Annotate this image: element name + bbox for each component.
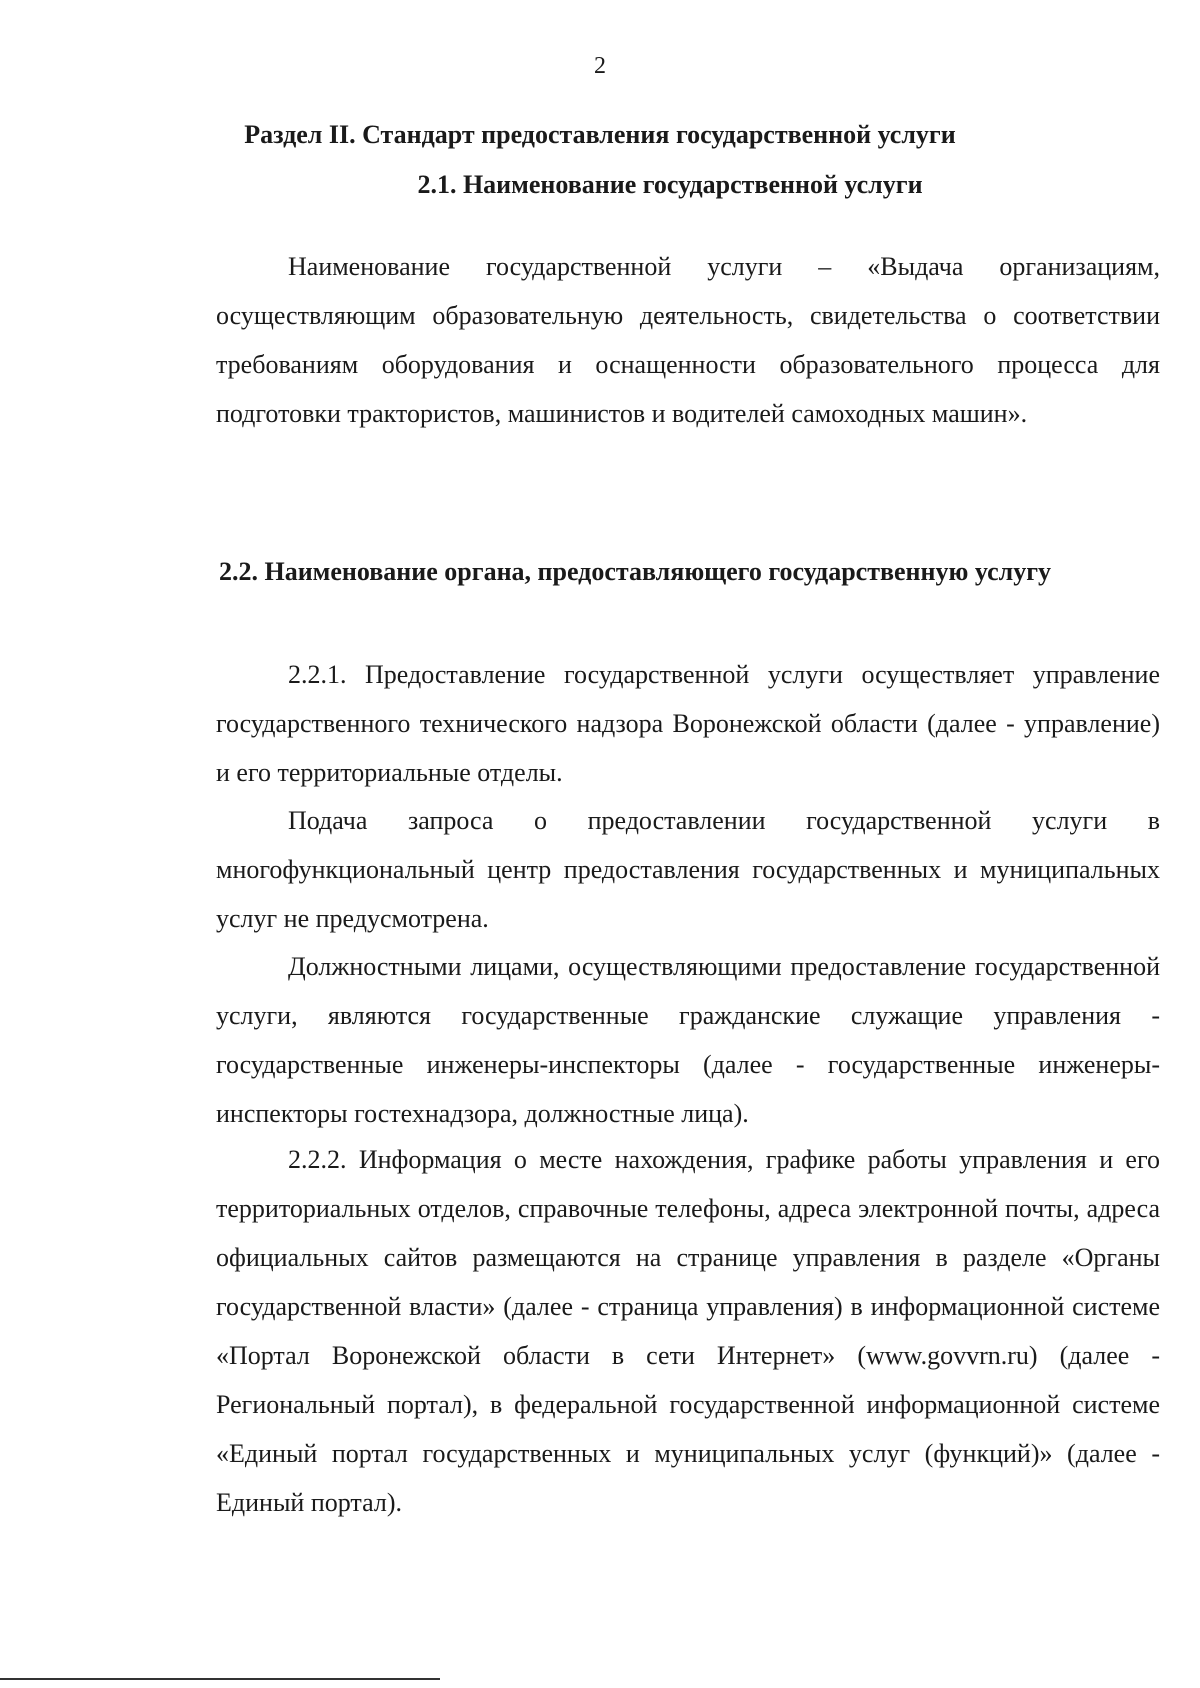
page-number: 2	[594, 53, 606, 79]
footnote-divider	[0, 1678, 440, 1680]
section-title	[0, 120, 1200, 150]
subsection-2-1-title-text: 2.1. Наименование государственной услуги	[417, 170, 923, 199]
paragraph-2-1: Наименование государственной услуги – «Выдача организациям, осуществляющим образовательную деятельность, свидетельства о соответствии требованиям оборудования и оснащенности образовательного процесса для подготовки трактористов, машинистов и водителей самоходных машин».	[216, 252, 1160, 428]
subsection-2-1-title	[0, 170, 1200, 200]
paragraph-officials: Должностными лицами, осуществляющими предоставление государственной услуги, являются государственные гражданские служащие управления - государственные инженеры-инспекторы (далее - государственные инженеры-инспекторы гостехнадзора, должностные лица).	[216, 952, 1160, 1128]
section-title-text: Раздел II. Стандарт предоставления государственной услуги	[244, 120, 956, 149]
paragraph-2-2-1: 2.2.1. Предоставление государственной услуги осуществляет управление государственного технического надзора Воронежской области (далее - управление) и его территориальные отделы.	[216, 660, 1160, 787]
subsection-2-2-title-text: 2.2. Наименование органа, предоставляющего государственную услугу	[218, 557, 1052, 586]
paragraph-mfc: Подача запроса о предоставлении государственной услуги в многофункциональный центр предоставления государственных и муниципальных услуг не предусмотрена.	[216, 806, 1160, 933]
subsection-2-2-title	[0, 557, 1200, 587]
paragraph-2-2-2: 2.2.2. Информация о месте нахождения, графике работы управления и его территориальных отделов, справочные телефоны, адреса электронной почты, адреса официальных сайтов размещаются на странице управления в разделе «Органы государственной власти» (далее - страница управления) в информационной системе «Портал Воронежской области в сети Интернет» (www.govvrn.ru) (далее - Региональный портал), в федеральной государственной информационной системе «Единый портал государственных и муниципальных услуг (функций)» (далее - Единый портал).	[216, 1145, 1160, 1517]
